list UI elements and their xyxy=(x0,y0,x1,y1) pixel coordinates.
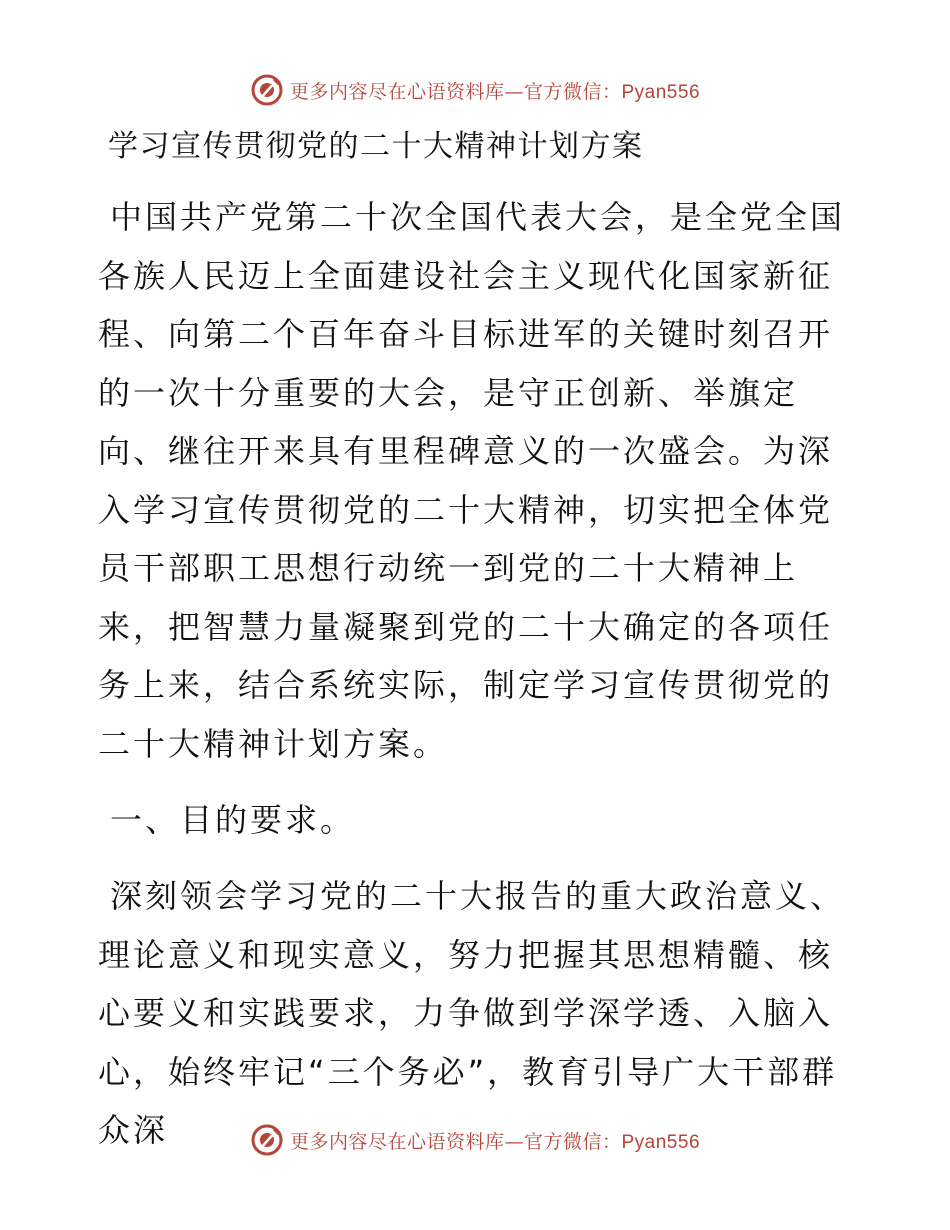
wechat-id: Pyan556 xyxy=(621,1131,701,1153)
document-title: 学习宣传贯彻党的二十大精神计划方案 xyxy=(108,129,644,164)
header-banner xyxy=(0,70,950,110)
logo-seal-icon xyxy=(250,1123,284,1157)
wechat-id: Pyan556 xyxy=(621,81,701,103)
paragraph-requirements: 深刻领会学习党的二十大报告的重大政治意义、理论意义和现实意义，努力把握其思想精髓、核心要义和实践要求，力争做到学深学透、入脑入心，始终牢记“三个务必”，教育引导广大干部群众深 xyxy=(98,877,846,1149)
logo-seal-icon xyxy=(250,73,284,107)
paragraph-intro: 中国共产党第二十次全国代表大会，是全党全国各族人民迈上全面建设社会主义现代化国家新征程、向第二个百年奋斗目标进军的关键时刻召开的一次十分重要的大会，是守正创新、举旗定向、继往开来具有里程碑意义的一次盛会。为深入学习宣传贯彻党的二十大精神，切实把全体党员干部职工思想行动统一到党的二十大精神上来，把智慧力量凝聚到党的二十大确定的各项任务上来，结合系统实际，制定学习宣传贯彻党的二十大精神计划方案。 xyxy=(98,198,846,763)
footer-banner xyxy=(0,1120,950,1160)
section-heading-1: 一、目的要求。 xyxy=(110,801,356,839)
banner-text: 更多内容尽在心语资料库—官方微信：Pyan556 xyxy=(289,80,701,103)
banner-text: 更多内容尽在心语资料库—官方微信：Pyan556 xyxy=(289,1130,701,1153)
document-body xyxy=(98,124,858,1160)
